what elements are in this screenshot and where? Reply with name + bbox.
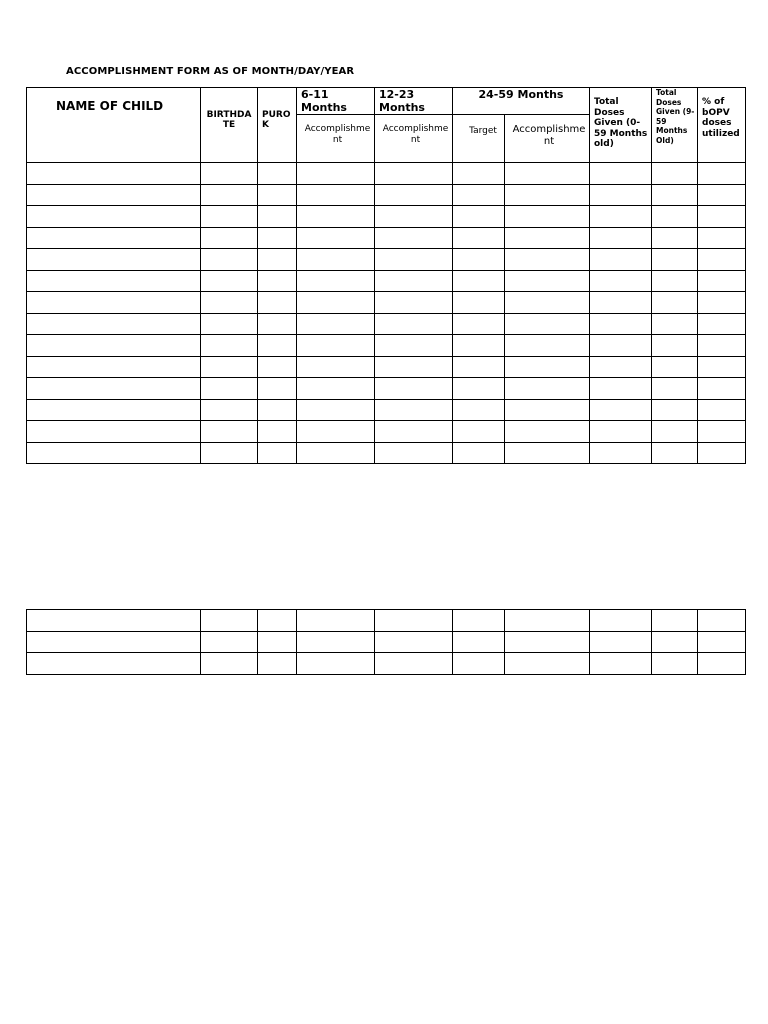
cell-target-24-59[interactable] (453, 206, 505, 228)
cell-total-doses-9-59[interactable] (652, 163, 698, 185)
table-row (27, 378, 746, 400)
cell-accomplishment-24-59[interactable] (505, 356, 590, 378)
cell-pct-bopv[interactable] (698, 184, 746, 206)
cell-total-doses-9-59[interactable] (652, 631, 698, 653)
cell-total-doses-0-59[interactable] (590, 313, 652, 335)
cell-birthdate[interactable] (201, 313, 258, 335)
cell-accomplishment-12-23[interactable] (375, 442, 453, 464)
cell-target-24-59[interactable] (453, 399, 505, 421)
cell-birthdate[interactable] (201, 378, 258, 400)
cell-total-doses-0-59[interactable] (590, 421, 652, 443)
cell-birthdate[interactable] (201, 356, 258, 378)
cell-purok[interactable] (258, 249, 297, 271)
cell-accomplishment-24-59[interactable] (505, 163, 590, 185)
cell-pct-bopv[interactable] (698, 631, 746, 653)
table-row (27, 270, 746, 292)
cell-total-doses-0-59[interactable] (590, 335, 652, 357)
cell-accomplishment-6-11[interactable] (297, 313, 375, 335)
cell-target-24-59[interactable] (453, 313, 505, 335)
cell-accomplishment-12-23[interactable] (375, 292, 453, 314)
cell-name[interactable] (27, 378, 201, 400)
cell-target-24-59[interactable] (453, 249, 505, 271)
cell-target-24-59[interactable] (453, 227, 505, 249)
header-name-of-child: NAME OF CHILD (27, 88, 201, 163)
table-row (27, 653, 746, 675)
cell-pct-bopv[interactable] (698, 206, 746, 228)
cell-purok[interactable] (258, 631, 297, 653)
cell-accomplishment-6-11[interactable] (297, 227, 375, 249)
cell-target-24-59[interactable] (453, 610, 505, 632)
header-birthdate: BIRTHDA TE (201, 88, 258, 163)
continuation-table-body (27, 610, 746, 675)
cell-target-24-59[interactable] (453, 270, 505, 292)
table-row (27, 610, 746, 632)
table-row (27, 206, 746, 228)
cell-total-doses-9-59[interactable] (652, 313, 698, 335)
cell-total-doses-0-59[interactable] (590, 653, 652, 675)
cell-birthdate[interactable] (201, 249, 258, 271)
cell-birthdate[interactable] (201, 421, 258, 443)
header-total-doses-0-59: Total Doses Given (0-59 Months old) (590, 88, 652, 163)
table-row (27, 227, 746, 249)
cell-total-doses-0-59[interactable] (590, 442, 652, 464)
subheader-accomplishment-24-59: Accomplishme nt (505, 115, 590, 163)
cell-pct-bopv[interactable] (698, 335, 746, 357)
table-row (27, 335, 746, 357)
cell-accomplishment-12-23[interactable] (375, 249, 453, 271)
cell-purok[interactable] (258, 270, 297, 292)
cell-total-doses-0-59[interactable] (590, 399, 652, 421)
cell-pct-bopv[interactable] (698, 292, 746, 314)
table-row (27, 184, 746, 206)
cell-accomplishment-24-59[interactable] (505, 442, 590, 464)
cell-accomplishment-6-11[interactable] (297, 421, 375, 443)
cell-accomplishment-6-11[interactable] (297, 378, 375, 400)
cell-name[interactable] (27, 399, 201, 421)
cell-birthdate[interactable] (201, 206, 258, 228)
cell-accomplishment-12-23[interactable] (375, 421, 453, 443)
cell-accomplishment-12-23[interactable] (375, 356, 453, 378)
cell-name[interactable] (27, 356, 201, 378)
cell-total-doses-0-59[interactable] (590, 163, 652, 185)
cell-accomplishment-12-23[interactable] (375, 313, 453, 335)
main-table-body (27, 163, 746, 464)
cell-target-24-59[interactable] (453, 442, 505, 464)
cell-purok[interactable] (258, 227, 297, 249)
cell-accomplishment-24-59[interactable] (505, 227, 590, 249)
cell-birthdate[interactable] (201, 163, 258, 185)
cell-purok[interactable] (258, 421, 297, 443)
cell-name[interactable] (27, 335, 201, 357)
cell-purok[interactable] (258, 356, 297, 378)
cell-total-doses-0-59[interactable] (590, 184, 652, 206)
cell-accomplishment-12-23[interactable] (375, 399, 453, 421)
cell-target-24-59[interactable] (453, 421, 505, 443)
cell-accomplishment-12-23[interactable] (375, 378, 453, 400)
cell-pct-bopv[interactable] (698, 653, 746, 675)
table-row (27, 421, 746, 443)
table-row (27, 313, 746, 335)
cell-pct-bopv[interactable] (698, 163, 746, 185)
header-purok: PURO K (258, 88, 297, 163)
cell-total-doses-0-59[interactable] (590, 378, 652, 400)
cell-accomplishment-12-23[interactable] (375, 631, 453, 653)
cell-birthdate[interactable] (201, 653, 258, 675)
cell-total-doses-9-59[interactable] (652, 610, 698, 632)
cell-total-doses-0-59[interactable] (590, 249, 652, 271)
cell-birthdate[interactable] (201, 270, 258, 292)
cell-accomplishment-24-59[interactable] (505, 184, 590, 206)
cell-total-doses-0-59[interactable] (590, 631, 652, 653)
cell-total-doses-0-59[interactable] (590, 206, 652, 228)
subheader-target-24-59: Target (453, 115, 505, 163)
cell-accomplishment-6-11[interactable] (297, 292, 375, 314)
cell-purok[interactable] (258, 653, 297, 675)
cell-target-24-59[interactable] (453, 184, 505, 206)
cell-purok[interactable] (258, 313, 297, 335)
cell-name[interactable] (27, 184, 201, 206)
cell-purok[interactable] (258, 292, 297, 314)
cell-accomplishment-24-59[interactable] (505, 399, 590, 421)
cell-target-24-59[interactable] (453, 653, 505, 675)
cell-pct-bopv[interactable] (698, 249, 746, 271)
cell-purok[interactable] (258, 163, 297, 185)
cell-total-doses-9-59[interactable] (652, 206, 698, 228)
cell-accomplishment-24-59[interactable] (505, 378, 590, 400)
cell-accomplishment-6-11[interactable] (297, 610, 375, 632)
cell-total-doses-0-59[interactable] (590, 292, 652, 314)
cell-accomplishment-24-59[interactable] (505, 653, 590, 675)
cell-purok[interactable] (258, 610, 297, 632)
cell-name[interactable] (27, 631, 201, 653)
cell-name[interactable] (27, 313, 201, 335)
cell-total-doses-9-59[interactable] (652, 270, 698, 292)
cell-accomplishment-6-11[interactable] (297, 206, 375, 228)
cell-total-doses-9-59[interactable] (652, 356, 698, 378)
cell-accomplishment-6-11[interactable] (297, 335, 375, 357)
cell-pct-bopv[interactable] (698, 610, 746, 632)
cell-name[interactable] (27, 163, 201, 185)
table-row (27, 356, 746, 378)
cell-total-doses-9-59[interactable] (652, 399, 698, 421)
cell-name[interactable] (27, 206, 201, 228)
cell-total-doses-9-59[interactable] (652, 653, 698, 675)
continuation-table (26, 609, 746, 675)
cell-purok[interactable] (258, 335, 297, 357)
cell-accomplishment-6-11[interactable] (297, 631, 375, 653)
cell-target-24-59[interactable] (453, 335, 505, 357)
cell-target-24-59[interactable] (453, 378, 505, 400)
cell-accomplishment-24-59[interactable] (505, 335, 590, 357)
cell-pct-bopv[interactable] (698, 378, 746, 400)
cell-total-doses-0-59[interactable] (590, 270, 652, 292)
cell-birthdate[interactable] (201, 292, 258, 314)
cell-accomplishment-24-59[interactable] (505, 610, 590, 632)
cell-total-doses-9-59[interactable] (652, 442, 698, 464)
cell-purok[interactable] (258, 206, 297, 228)
cell-target-24-59[interactable] (453, 292, 505, 314)
accomplishment-table (26, 87, 746, 464)
cell-birthdate[interactable] (201, 399, 258, 421)
cell-pct-bopv[interactable] (698, 227, 746, 249)
cell-accomplishment-6-11[interactable] (297, 163, 375, 185)
cell-pct-bopv[interactable] (698, 421, 746, 443)
header-6-11-months: 6-11 Months (297, 88, 375, 115)
cell-accomplishment-24-59[interactable] (505, 421, 590, 443)
cell-birthdate[interactable] (201, 227, 258, 249)
form-title: ACCOMPLISHMENT FORM AS OF MONTH/DAY/YEAR (66, 66, 355, 77)
cell-pct-bopv[interactable] (698, 313, 746, 335)
cell-target-24-59[interactable] (453, 356, 505, 378)
subheader-accomplishment-12-23: Accomplishme nt (375, 115, 453, 163)
cell-total-doses-9-59[interactable] (652, 292, 698, 314)
cell-accomplishment-24-59[interactable] (505, 270, 590, 292)
cell-target-24-59[interactable] (453, 163, 505, 185)
cell-total-doses-0-59[interactable] (590, 227, 652, 249)
cell-total-doses-9-59[interactable] (652, 378, 698, 400)
cell-purok[interactable] (258, 399, 297, 421)
cell-target-24-59[interactable] (453, 631, 505, 653)
cell-accomplishment-24-59[interactable] (505, 313, 590, 335)
cell-accomplishment-24-59[interactable] (505, 292, 590, 314)
cell-total-doses-9-59[interactable] (652, 421, 698, 443)
cell-name[interactable] (27, 421, 201, 443)
table-row (27, 399, 746, 421)
cell-accomplishment-12-23[interactable] (375, 206, 453, 228)
cell-name[interactable] (27, 292, 201, 314)
cell-accomplishment-6-11[interactable] (297, 442, 375, 464)
cell-accomplishment-24-59[interactable] (505, 249, 590, 271)
cell-accomplishment-12-23[interactable] (375, 270, 453, 292)
cell-accomplishment-6-11[interactable] (297, 249, 375, 271)
cell-pct-bopv[interactable] (698, 442, 746, 464)
cell-accomplishment-6-11[interactable] (297, 356, 375, 378)
cell-name[interactable] (27, 610, 201, 632)
cell-accomplishment-6-11[interactable] (297, 184, 375, 206)
header-total-doses-9-59: Total Doses Given (9- 59 Months Old) (652, 88, 698, 163)
cell-total-doses-0-59[interactable] (590, 610, 652, 632)
cell-pct-bopv[interactable] (698, 356, 746, 378)
cell-birthdate[interactable] (201, 442, 258, 464)
cell-pct-bopv[interactable] (698, 270, 746, 292)
cell-total-doses-9-59[interactable] (652, 249, 698, 271)
cell-accomplishment-6-11[interactable] (297, 270, 375, 292)
cell-birthdate[interactable] (201, 610, 258, 632)
cell-name[interactable] (27, 442, 201, 464)
table-row (27, 442, 746, 464)
cell-purok[interactable] (258, 378, 297, 400)
cell-accomplishment-6-11[interactable] (297, 399, 375, 421)
cell-accomplishment-24-59[interactable] (505, 631, 590, 653)
table-row (27, 163, 746, 185)
cell-accomplishment-6-11[interactable] (297, 653, 375, 675)
table-row (27, 249, 746, 271)
cell-accomplishment-24-59[interactable] (505, 206, 590, 228)
cell-accomplishment-12-23[interactable] (375, 335, 453, 357)
header-12-23-months: 12-23 Months (375, 88, 453, 115)
cell-total-doses-9-59[interactable] (652, 227, 698, 249)
cell-birthdate[interactable] (201, 335, 258, 357)
cell-accomplishment-12-23[interactable] (375, 163, 453, 185)
table-row (27, 631, 746, 653)
cell-purok[interactable] (258, 184, 297, 206)
cell-purok[interactable] (258, 442, 297, 464)
cell-accomplishment-12-23[interactable] (375, 184, 453, 206)
cell-total-doses-0-59[interactable] (590, 356, 652, 378)
subheader-accomplishment-6-11: Accomplishme nt (297, 115, 375, 163)
cell-name[interactable] (27, 249, 201, 271)
cell-accomplishment-12-23[interactable] (375, 227, 453, 249)
cell-birthdate[interactable] (201, 184, 258, 206)
cell-total-doses-9-59[interactable] (652, 335, 698, 357)
cell-name[interactable] (27, 653, 201, 675)
cell-accomplishment-12-23[interactable] (375, 653, 453, 675)
cell-name[interactable] (27, 270, 201, 292)
table-row (27, 292, 746, 314)
header-24-59-months: 24-59 Months (453, 88, 590, 115)
cell-birthdate[interactable] (201, 631, 258, 653)
cell-name[interactable] (27, 227, 201, 249)
cell-total-doses-9-59[interactable] (652, 184, 698, 206)
cell-accomplishment-12-23[interactable] (375, 610, 453, 632)
header-pct-bopv-utilized: % of bOPV doses utilized (698, 88, 746, 163)
cell-pct-bopv[interactable] (698, 399, 746, 421)
